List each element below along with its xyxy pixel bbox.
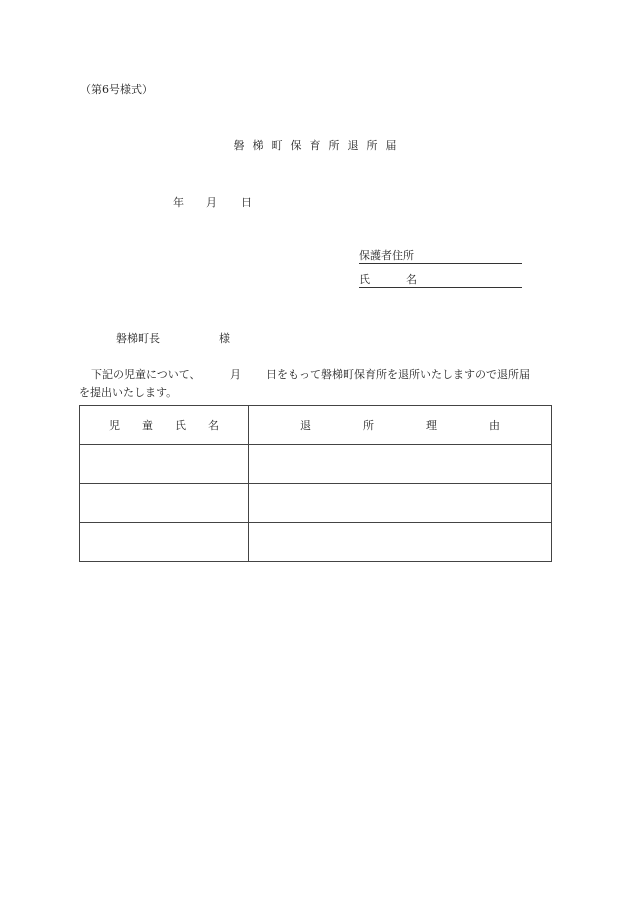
body-line-1-rest: 日をもって磐梯町保育所を退所いたしますので退所届 — [266, 368, 530, 381]
withdrawal-table — [79, 405, 552, 562]
title-char: 保 — [290, 139, 302, 152]
title-char: 磐 — [233, 139, 245, 152]
title-char: 所 — [328, 139, 340, 152]
title-char: 退 — [347, 139, 359, 152]
document-title — [200, 137, 430, 153]
header-char: 理 — [426, 419, 437, 432]
header-child-name — [80, 406, 249, 445]
header-char: 児 — [109, 419, 120, 432]
date-year-label: 年 — [173, 196, 184, 209]
reason-cell[interactable] — [249, 523, 552, 562]
title-char: 所 — [366, 139, 378, 152]
guardian-name-field[interactable] — [359, 271, 522, 288]
date-day-label: 日 — [241, 196, 252, 209]
guardian-address-field[interactable] — [359, 247, 522, 264]
header-char: 名 — [208, 419, 219, 432]
guardian-name-label-2: 名 — [406, 273, 417, 286]
body-line-2: を提出いたします。 — [79, 386, 178, 399]
child-name-cell[interactable] — [80, 523, 249, 562]
title-char: 育 — [309, 139, 321, 152]
body-line-1 — [91, 366, 530, 382]
addressee-name: 磐梯町長 — [116, 332, 160, 345]
title-char: 町 — [271, 139, 283, 152]
addressee-honorific: 様 — [219, 332, 230, 345]
child-name-cell[interactable] — [80, 445, 249, 484]
reason-cell[interactable] — [249, 445, 552, 484]
child-name-cell[interactable] — [80, 484, 249, 523]
table-row — [80, 484, 552, 523]
title-char: 届 — [385, 139, 397, 152]
title-char: 梯 — [252, 139, 264, 152]
table-row — [80, 445, 552, 484]
body-line-1-month: 月 — [230, 368, 241, 381]
header-char: 童 — [142, 419, 153, 432]
table-row — [80, 523, 552, 562]
date-month-label: 月 — [206, 196, 217, 209]
guardian-name-label-1: 氏 — [359, 273, 370, 286]
header-char: 氏 — [175, 419, 186, 432]
header-char: 退 — [300, 419, 311, 432]
header-reason — [249, 406, 552, 445]
reason-cell[interactable] — [249, 484, 552, 523]
body-line-1-start: 下記の児童について、 — [91, 368, 201, 381]
header-char: 所 — [363, 419, 374, 432]
table-header-row — [80, 406, 552, 445]
guardian-address-label: 保護者住所 — [359, 249, 414, 262]
header-char: 由 — [489, 419, 500, 432]
form-number: （第6号様式） — [80, 83, 153, 96]
